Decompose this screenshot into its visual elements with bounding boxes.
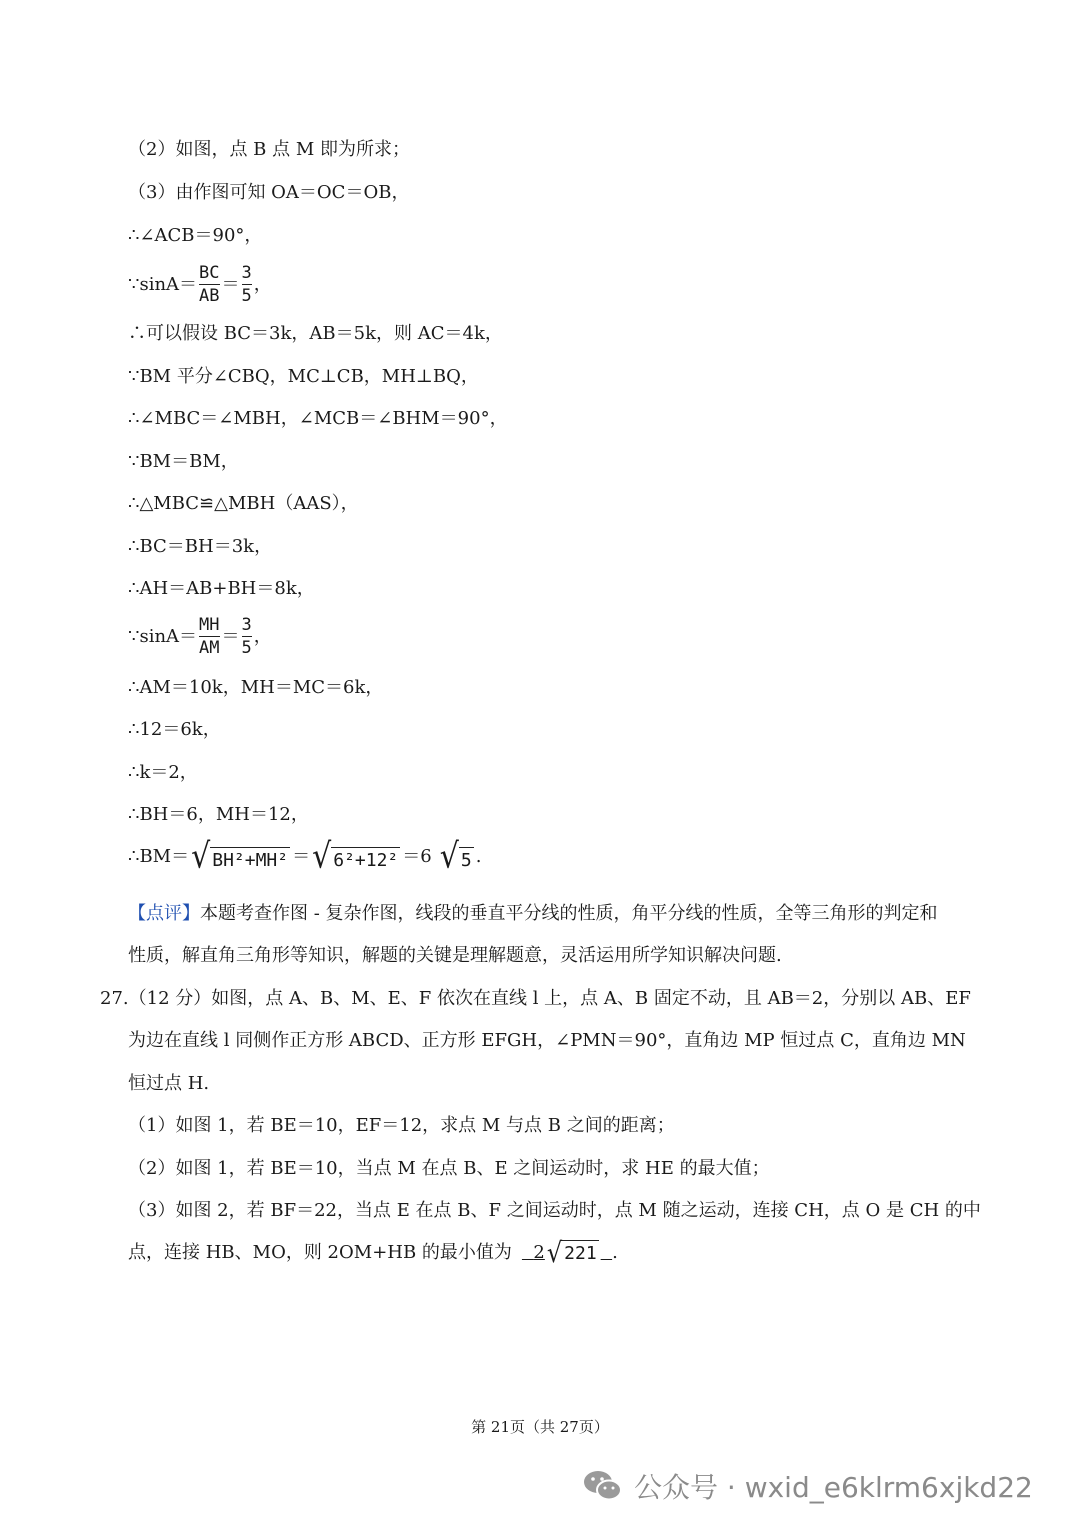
sub-question-3: 点，连接 HB、MO，则 2OM+HB 的最小值为 2 √ 221 .	[128, 1236, 618, 1270]
text-line: ∴∠ACB＝90°，	[128, 225, 263, 246]
text-line: ∴∠MBC＝∠MBH，∠MCB＝∠BHM＝90°，	[128, 408, 508, 429]
sin-equation: ∵sinA＝ $\frac{MH}{AM}$ ＝ $\frac{3}{5}$ ，	[128, 615, 272, 658]
question-27-line: 为边在直线 l 同侧作正方形 ABCD、正方形 EFGH，∠PMN＝90°，直角边 MP 恒过点 C，直角边 MN	[128, 1030, 966, 1051]
square-root: √ 5	[439, 836, 472, 877]
fraction: $\frac{BC}{AB}$	[199, 263, 220, 306]
fraction: $\frac{3}{5}$	[241, 263, 252, 306]
text-line: ∴BC＝BH＝3k，	[128, 536, 273, 557]
question-27-line: 27.（12 分）如图，点 A、B、M、E、F 依次在直线 l 上，点 A、B 固定不动，且 AB＝2，分别以 AB、EF	[100, 988, 971, 1009]
sub-question-1: （1）如图 1，若 BE＝10，EF＝12，求点 M 与点 B 之间的距离；	[128, 1115, 675, 1136]
text-line: ∴k＝2，	[128, 762, 198, 783]
text-line: ∴AM＝10k，MH＝MC＝6k，	[128, 677, 384, 698]
sub-question-2: （2）如图 1，若 BE＝10，当点 M 在点 B、E 之间运动时，求 HE 的最大值；	[128, 1158, 770, 1179]
wechat-icon	[582, 1468, 624, 1504]
text-line: ∴12＝6k，	[128, 719, 221, 740]
remark-line: 【点评】 本题考查作图 - 复杂作图，线段的垂直平分线的性质，角平分线的性质，全等三角形的判定和	[128, 903, 938, 924]
page-number: 第 21页（共 27页）	[471, 1418, 609, 1436]
text-line: （3）由作图可知 OA＝OC＝OB，	[128, 182, 410, 203]
text-line: ∴△MBC≌△MBH（AAS），	[128, 493, 359, 514]
text-line: ∴AH＝AB+BH＝8k，	[128, 578, 315, 599]
sqrt-equation: ∴BM＝ √ BH²+MH² ＝ √ 6²+12² ＝6 √ 5 .	[128, 836, 482, 877]
text-line: ∴可以假设 BC＝3k，AB＝5k，则 AC＝4k，	[128, 323, 503, 344]
square-root: √ 6²+12²	[312, 836, 399, 877]
fraction: $\frac{MH}{AM}$	[199, 615, 220, 658]
square-root: √ BH²+MH²	[191, 836, 289, 877]
sub-question-3: （3）如图 2，若 BF＝22，当点 E 在点 B、F 之间运动时，点 M 随之运动，连接 CH，点 O 是 CH 的中	[128, 1200, 981, 1221]
sin-equation: ∵sinA＝ $\frac{BC}{AB}$ ＝ $\frac{3}{5}$ ，	[128, 263, 272, 306]
answer-blank: 2 √ 221	[533, 1236, 597, 1270]
watermark	[582, 1466, 1033, 1506]
text-line: ∵BM 平分∠CBQ，MC⊥CB，MH⊥BQ，	[128, 366, 479, 387]
watermark-text: 公众号 · wxid_e6klrm6xjkd22	[634, 1471, 1033, 1504]
text-line: ∵BM＝BM，	[128, 451, 239, 472]
fraction: $\frac{3}{5}$	[241, 615, 252, 658]
remark-line: 性质，解直角三角形等知识，解题的关键是理解题意，灵活运用所学知识解决问题.	[128, 945, 782, 966]
question-27-line: 恒过点 H.	[128, 1073, 210, 1094]
text-line: （2）如图，点 B 点 M 即为所求；	[128, 139, 410, 160]
remark-tag: 【点评】	[128, 903, 200, 924]
text-line: ∴BH＝6，MH＝12，	[128, 804, 309, 825]
